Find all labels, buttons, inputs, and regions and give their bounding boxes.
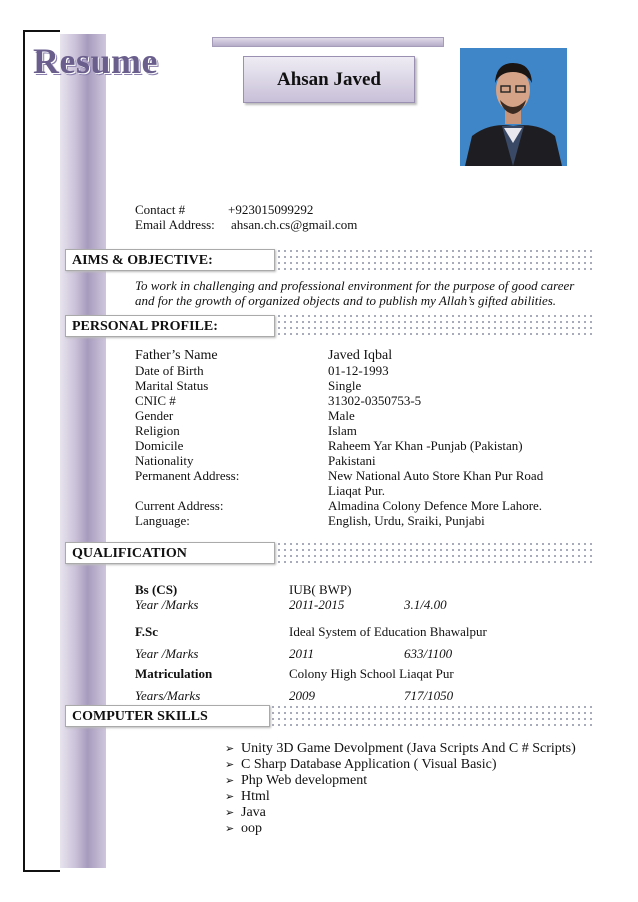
qualification-year: 2011 [289, 646, 315, 661]
profile-value: English, Urdu, Sraiki, Punjabi [328, 513, 485, 528]
dotted-band [276, 248, 592, 272]
profile-value: Javed Iqbal [328, 348, 393, 363]
qualification-institute: Ideal System of Education Bhawalpur [289, 624, 487, 639]
profile-label: Father’s Name [135, 348, 218, 363]
profile-value: Almadina Colony Defence More Lahore. [328, 498, 543, 513]
qualification-marks: 633/1100 [404, 646, 453, 661]
page-border [23, 30, 60, 872]
arrow-bullet-icon: ➢ [225, 791, 235, 803]
objective-line-1: To work in challenging and professional environment for the purpose of good career [135, 278, 575, 293]
email-value: ahsan.ch.cs@gmail.com [231, 217, 358, 232]
profile-value: Islam [328, 423, 357, 438]
dotted-band [270, 704, 592, 728]
skill-text: Php Web development [241, 773, 368, 788]
profile-value: 01-12-1993 [328, 363, 389, 378]
section-heading-qualification: QUALIFICATION [65, 542, 275, 564]
phone-label: Contact # [135, 202, 186, 217]
qualification-degree: F.Sc [135, 624, 158, 639]
resume-title: Resume [33, 41, 158, 81]
skill-text: Unity 3D Game Devolpment (Java Scripts And C # Scripts) [241, 741, 576, 756]
dotted-band [276, 541, 592, 565]
decorative-top-rule [212, 37, 444, 47]
arrow-bullet-icon: ➢ [225, 807, 235, 819]
list-item [225, 741, 576, 757]
qualification-sub-label: Year /Marks [135, 646, 199, 661]
profile-value: Male [328, 408, 355, 423]
qualification-marks: 717/1050 [404, 688, 454, 703]
section-heading-personal-profile: PERSONAL PROFILE: [65, 315, 275, 337]
profile-label: Permanent Address: [135, 468, 240, 483]
qualification-institute: Colony High School Liaqat Pur [289, 666, 454, 681]
candidate-name: Ahsan Javed [243, 56, 415, 103]
list-item [225, 805, 576, 821]
qualification-degree: Bs (CS) [135, 582, 178, 597]
list-item [225, 789, 576, 805]
profile-label: Current Address: [135, 498, 224, 513]
profile-label: Religion [135, 423, 180, 438]
list-item [225, 757, 576, 773]
skill-text: C Sharp Database Application ( Visual Basic) [241, 757, 497, 772]
qualification-degree: Matriculation [135, 666, 213, 681]
skills-list [225, 741, 576, 837]
profile-label: Gender [135, 408, 174, 423]
profile-label: Marital Status [135, 378, 209, 393]
profile-value: Pakistani [328, 453, 376, 468]
arrow-bullet-icon: ➢ [225, 775, 235, 787]
qualification-sub-label: Year /Marks [135, 597, 199, 612]
email-label: Email Address: [135, 217, 215, 232]
section-heading-computer-skills: COMPUTER SKILLS [65, 705, 270, 727]
profile-label: CNIC # [135, 393, 176, 408]
list-item [225, 773, 576, 789]
objective-line-2: and for the growth of organized objects and to publish my Allah’s gifted abilities. [135, 293, 557, 308]
profile-photo [460, 48, 567, 166]
profile-label: Language: [135, 513, 190, 528]
profile-label: Date of Birth [135, 363, 204, 378]
qualification-marks: 3.1/4.00 [404, 597, 447, 612]
list-item [225, 821, 576, 837]
profile-value: 31302-0350753-5 [328, 393, 422, 408]
skill-text: Html [241, 789, 270, 804]
profile-value: New National Auto Store Khan Pur Road [328, 468, 544, 483]
dotted-band [276, 313, 592, 337]
arrow-bullet-icon: ➢ [225, 759, 235, 771]
section-heading-aims: AIMS & OBJECTIVE: [65, 249, 275, 271]
profile-value: Liaqat Pur. [328, 483, 386, 498]
profile-label: Domicile [135, 438, 184, 453]
qualification-institute: IUB( BWP) [289, 582, 352, 597]
decorative-side-bar [60, 34, 106, 868]
profile-label: Nationality [135, 453, 194, 468]
skill-text: Java [241, 805, 266, 820]
qualification-sub-label: Years/Marks [135, 688, 201, 703]
profile-value: Raheem Yar Khan -Punjab (Pakistan) [328, 438, 523, 453]
arrow-bullet-icon: ➢ [225, 823, 235, 835]
arrow-bullet-icon: ➢ [225, 743, 235, 755]
skill-text: oop [241, 821, 262, 836]
qualification-year: 2009 [289, 688, 315, 703]
phone-value: +923015099292 [228, 202, 314, 217]
profile-value: Single [328, 378, 362, 393]
qualification-year: 2011-2015 [289, 597, 345, 612]
